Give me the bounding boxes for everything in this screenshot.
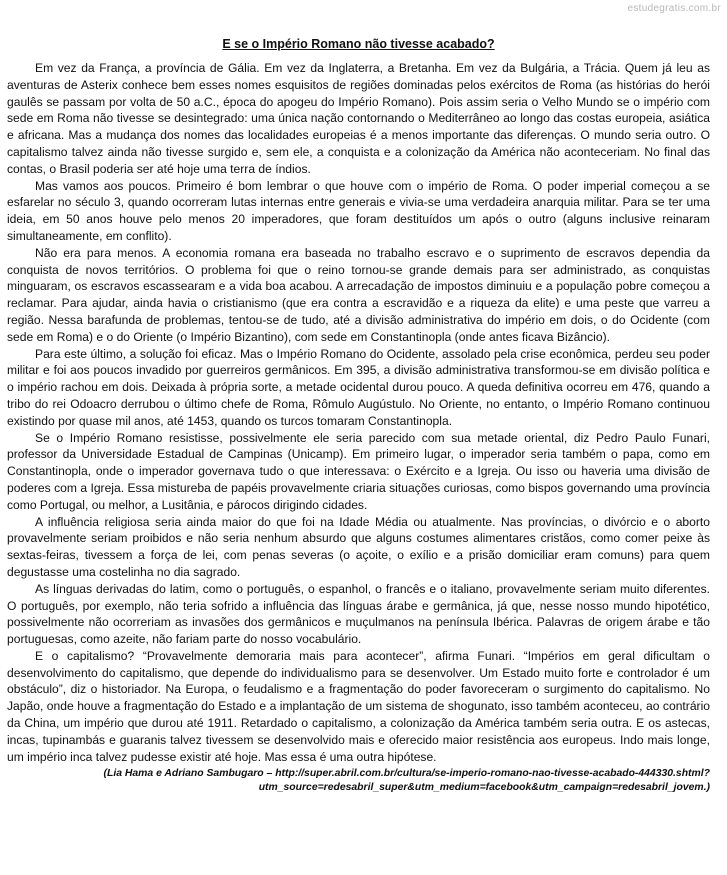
site-watermark: estudegratis.com.br <box>627 3 721 14</box>
paragraph-8: E o capitalismo? “Provavelmente demoraria mais para acontecer”, afirma Funari. “Impérios em geral dificultam o desenvolvimento do capitalismo, que depende do individualismo para se desenvolver. Um Estado muito forte e controlador é um obstáculo”, diz o historiador. Na Europa, o feudalismo e a fragmentação do poder favoreceram o surgimento do capitalismo. No Japão, onde houve a fragmentação do Estado e a implantação de um sistema de shogunato, isso também aconteceu, ao contrário da China, um império que durou até 1911. Retardado o capitalismo, a colonização da América também seria outra. E os astecas, incas, tupinambás e guaranis talvez tivessem se desenvolvido mais e oferecido maior resistência aos europeus. Indo mais longe, um império inca talvez pudesse existir até hoje. Mas essa é uma outra hipótese. <box>7 648 710 764</box>
paragraph-3: Não era para menos. A economia romana era baseada no trabalho escravo e o suprimento de escravos dependia da conquista de novos territórios. O problema foi que o reino tornou-se grande demais para ser administrado, as conquistas minguaram, os escravos escassearam e a vida boa acabou. A arrecadação de impostos diminuiu e a população pobre começou a reclamar. Para ajudar, ainda havia o cristianismo (que era contra a escravidão e a riqueza da elite) e uma peste que varreu a região. Nessa barafunda de problemas, tentou-se de tudo, até a divisão administrativa do império em dois, o do Ocidente (com sede em Roma) e o do Oriente (o Império Bizantino), com sede em Constantinopla (onde antes ficava Bizâncio). <box>7 245 710 344</box>
paragraph-6: A influência religiosa seria ainda maior do que foi na Idade Média ou atualmente. Nas províncias, o divórcio e o aborto provavelmente seriam proibidos e não seria nenhum absurdo que alguns costumes alimentares cristãos, como comer peixe às sextas-feiras, tivessem a força de lei, com penas severas (o açoite, o exílio e a prisão domiciliar eram comuns) para quem degustasse uma costelinha no dia sagrado. <box>7 514 710 579</box>
paragraph-4: Para este último, a solução foi eficaz. Mas o Império Romano do Ocidente, assolado pela crise econômica, perdeu seu poder militar e foi aos poucos invadido por guerreiros germânicos. Em 395, a divisão administrativa transformou-se em divisão política e o império rachou em dois. Deixada à própria sorte, a metade ocidental durou pouco. A queda definitiva ocorreu em 476, quando a tribo do rei Odoacro derrubou o último chefe de Roma, Rômulo Augústulo. No Oriente, no entanto, o Império Romano continuou existindo por quase mil anos, até 1453, quando os turcos tomaram Constantinopla. <box>7 346 710 428</box>
paragraph-7: As línguas derivadas do latim, como o português, o espanhol, o francês e o italiano, provavelmente seriam muito diferentes. O português, por exemplo, não teria sofrido a influência das línguas árabe e germânica, já que, nesse nosso mundo hipotético, possivelmente não ocorreriam as invasões dos germânicos e muçulmanos na península Ibérica. Palavras de origem árabe e tão portuguesas, como azeite, não fariam parte do nosso vocabulário. <box>7 581 710 647</box>
paragraph-1: Em vez da França, a província de Gália. Em vez da Inglaterra, a Bretanha. Em vez da Bulgária, a Trácia. Quem já leu as aventuras de Asterix conhece bem esses nomes esquisitos de regiões dominadas pelos exércitos de Roma (as histórias do herói gaulês se passam por volta de 50 a.C., época do apogeu do Império Romano). Pois assim seria o Velho Mundo se o império com sede em Roma não tivesse se desintegrado: uma única nação contornando o Mediterrâneo ao longo das costas europeia, asiática e africana. Mas a mudança dos nomes das localidades europeias é a menos importante das diferenças. O mundo seria outro. O capitalismo talvez ainda não tivesse surgido e, sem ele, a conquista e a colonização da América não aconteceriam. No final das contas, o Brasil poderia ser até hoje uma terra de índios. <box>7 61 710 176</box>
article <box>7 36 710 795</box>
paragraph-5: Se o Império Romano resistisse, possivelmente ele seria parecido com sua metade oriental, diz Pedro Paulo Funari, professor da Universidade Estadual de Campinas (Unicamp). Em primeiro lugar, o imperador seria também o papa, como em Constantinopla, onde o imperador governava tudo o que interessava: o Exército e a Igreja. Ou isso ou haveria uma divisão de poderes com a Igreja. Essa mistureba de papéis provavelmente criaria situações curiosas, como bispos governando uma província como Portugal, ou melhor, a Lusitânia, e párocos dirigindo cidades. <box>7 430 710 512</box>
source-citation: (Lia Hama e Adriano Sambugaro – http://super.abril.com.br/cultura/se-imperio-romano-nao-tivesse-acabado-444330.shtml?utm_source=redesabril_super&utm_medium=facebook&utm_campaign=redesabril_jovem.) <box>103 768 710 794</box>
paragraph-2: Mas vamos aos poucos. Primeiro é bom lembrar o que houve com o império de Roma. O poder imperial começou a se esfarelar no século 3, quando ocorreram lutas internas entre generais e vivia-se uma verdadeira anarquia militar. Para se ter uma ideia, em 50 anos houve pelo menos 20 imperadores, que foram destituídos um após o outro (alguns inclusive reinaram simultaneamente, em conflito). <box>7 178 710 243</box>
article-title: E se o Império Romano não tivesse acabado? <box>222 37 495 51</box>
